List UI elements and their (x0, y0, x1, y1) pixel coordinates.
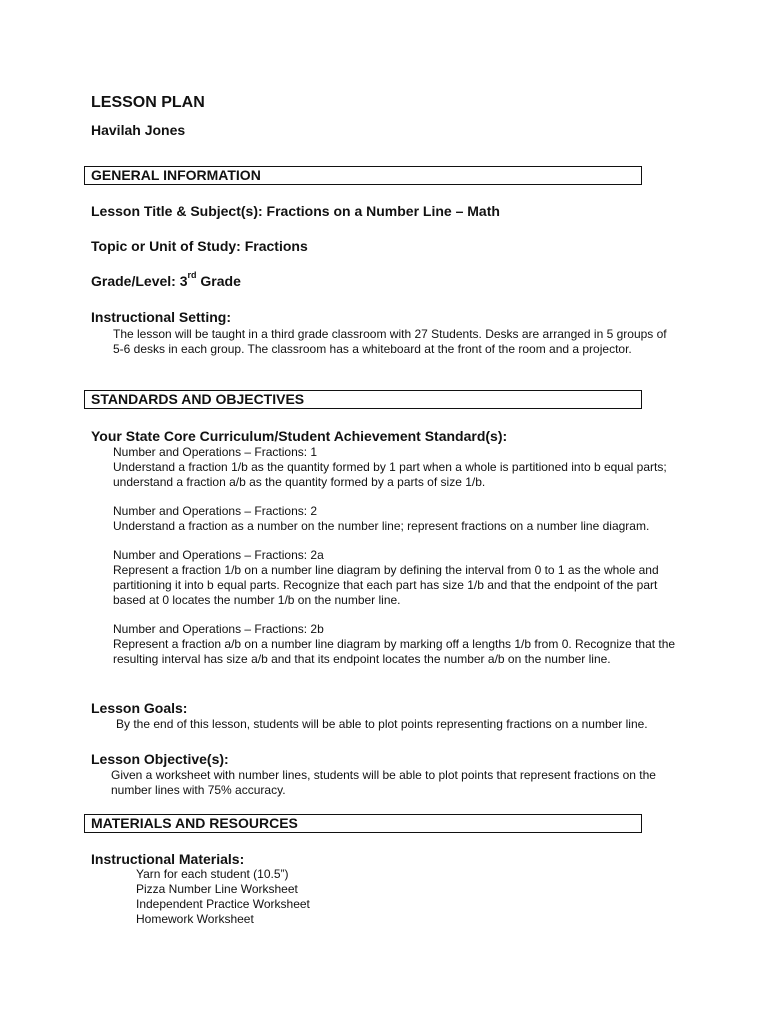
standard-name: Number and Operations – Fractions: 1 (113, 445, 318, 459)
standard-item (113, 504, 678, 534)
list-item: Independent Practice Worksheet (136, 897, 310, 911)
lesson-goals-label: Lesson Goals: (91, 700, 188, 716)
grade-field (91, 270, 241, 289)
standard-item (113, 445, 678, 490)
standard-name: Number and Operations – Fractions: 2b (113, 622, 324, 636)
grade-superscript: rd (187, 270, 197, 280)
section-header-materials (84, 814, 642, 833)
standard-item (113, 622, 678, 667)
document-title: LESSON PLAN (91, 94, 205, 111)
lesson-objectives-label: Lesson Objective(s): (91, 751, 229, 767)
author-name: Havilah Jones (91, 122, 186, 138)
materials-list (136, 867, 536, 927)
list-item: Yarn for each student (10.5”) (136, 867, 289, 881)
grade-prefix: Grade/Level: 3 (91, 273, 188, 289)
core-standards-label: Your State Core Curriculum/Student Achievement Standard(s): (91, 428, 508, 444)
section-header-standards-label: STANDARDS AND OBJECTIVES (91, 391, 305, 407)
lesson-objectives-text: Given a worksheet with number lines, students will be able to plot points that represent fractions on the number lines with 75% accuracy. (111, 768, 656, 797)
standard-text: Understand a fraction as a number on the number line; represent fractions on a number line diagram. (113, 519, 650, 533)
section-header-standards (84, 390, 642, 409)
instructional-materials-label: Instructional Materials: (91, 851, 245, 867)
standard-text: Represent a fraction a/b on a number line diagram by marking off a lengths 1/b from 0. Recognize that the resulting interval has size a/b and that its endpoint locates the number a/b on the number line. (113, 637, 676, 666)
lesson-goals-text: By the end of this lesson, students will be able to plot points representing fractions on a number line. (116, 717, 648, 731)
standard-text: Represent a fraction 1/b on a number line diagram by defining the interval from 0 to 1 as the whole and partitioning it into b equal parts. Recognize that each part has size 1/b and that the endpoint of the part based at 0 locates the number 1/b on the number line. (113, 563, 659, 607)
standard-text: Understand a fraction 1/b as the quantity formed by 1 part when a whole is partitioned into b equal parts; understand a fraction a/b as the quantity formed by a parts of size 1/b. (113, 460, 667, 489)
standards-list (113, 445, 678, 681)
standard-name: Number and Operations – Fractions: 2a (113, 548, 324, 562)
grade-suffix: Grade (196, 273, 241, 289)
standard-name: Number and Operations – Fractions: 2 (113, 504, 318, 518)
list-item: Pizza Number Line Worksheet (136, 882, 298, 896)
topic-field: Topic or Unit of Study: Fractions (91, 238, 308, 254)
instructional-setting-text: The lesson will be taught in a third grade classroom with 27 Students. Desks are arranged in 5 groups of 5-6 desks in each group. The classroom has a whiteboard at the front of the room and a projector. (113, 327, 667, 356)
section-header-materials-label: MATERIALS AND RESOURCES (91, 815, 298, 831)
instructional-setting-label: Instructional Setting: (91, 309, 231, 325)
section-header-general (84, 166, 642, 185)
lesson-title-field: Lesson Title & Subject(s): Fractions on a Number Line – Math (91, 203, 500, 219)
section-header-general-label: GENERAL INFORMATION (91, 167, 261, 183)
standard-item (113, 548, 678, 608)
list-item: Homework Worksheet (136, 912, 254, 926)
